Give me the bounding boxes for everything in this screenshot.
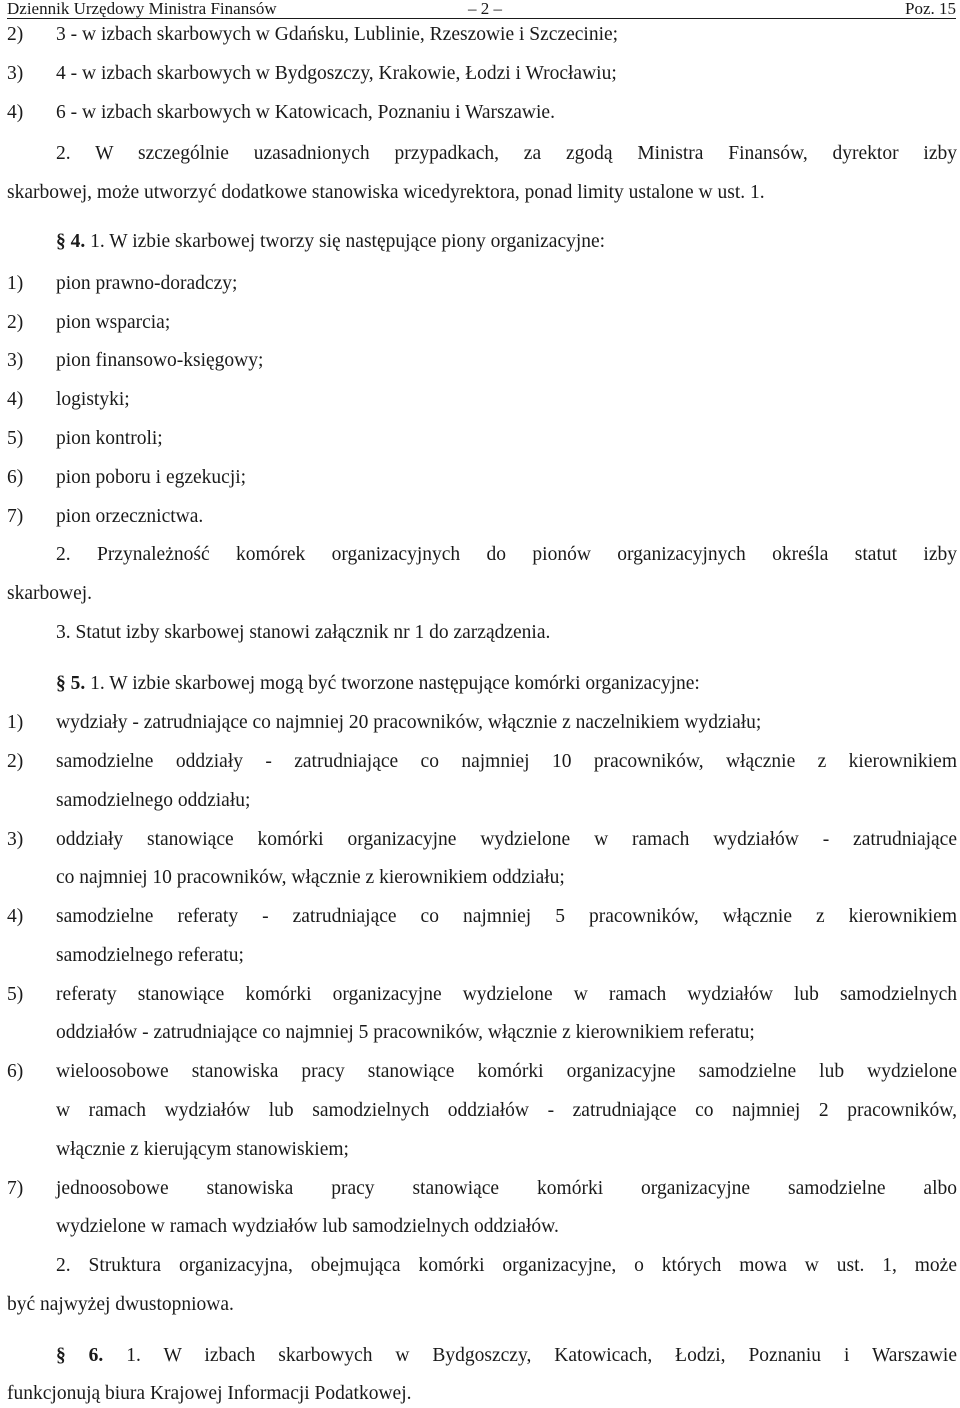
list-item-text: referaty stanowiące komórki organizacyjne wydzielone w ramach wydziałów lub samodzielnych — [56, 984, 957, 1005]
paragraph-line: 2. W szczególnie uzasadnionych przypadkach, za zgodą Ministra Finansów, dyrektor izby — [56, 143, 957, 164]
page-number: – 2 – — [468, 0, 502, 18]
list-item-number: 5) — [7, 428, 24, 449]
list-item-text: włącznie z kierującym stanowiskiem; — [56, 1139, 349, 1160]
list-item-text: wydzielone w ramach wydziałów lub samodzielnych oddziałów. — [56, 1216, 559, 1237]
list-item-text: pion orzecznictwa. — [56, 506, 204, 527]
list-item-text: jednoosobowe stanowiska pracy stanowiące komórki organizacyjne samodzielne albo — [56, 1178, 957, 1199]
list-item-text: samodzielne oddziały - zatrudniające co najmniej 10 pracowników, włącznie z kierownikiem — [56, 751, 957, 772]
list-item-text: samodzielnego oddziału; — [56, 790, 251, 811]
list-item-text: 3 - w izbach skarbowych w Gdańsku, Lublinie, Rzeszowie i Szczecinie; — [56, 24, 619, 45]
list-item-number: 3) — [7, 350, 24, 371]
list-item-text: pion poboru i egzekucji; — [56, 467, 247, 488]
list-item-number: 2) — [7, 24, 24, 45]
page-header — [7, 0, 956, 19]
list-item-text: pion finansowo-księgowy; — [56, 350, 264, 371]
section-intro-text: 1. W izbach skarbowych w Bydgoszczy, Katowicach, Łodzi, Poznaniu i Warszawie — [103, 1345, 957, 1366]
section-6-intro — [56, 1343, 957, 1369]
paragraph-line: funkcjonują biura Krajowej Informacji Podatkowej. — [7, 1383, 412, 1404]
list-item-text: 6 - w izbach skarbowych w Katowicach, Poznaniu i Warszawie. — [56, 102, 555, 123]
list-item-number: 6) — [7, 467, 24, 488]
section-intro-text: 1. W izbie skarbowej tworzy się następujące piony organizacyjne: — [85, 231, 606, 252]
list-item-text: wydziały - zatrudniające co najmniej 20 pracowników, włącznie z naczelnikiem wydziału; — [56, 712, 762, 733]
list-item-text: pion prawno-doradczy; — [56, 273, 238, 294]
section-mark: § 6. — [56, 1345, 104, 1366]
list-item-text: oddziałów - zatrudniające co najmniej 5 pracowników, włącznie z kierownikiem referatu; — [56, 1022, 755, 1043]
list-item-text: co najmniej 10 pracowników, włącznie z kierownikiem oddziału; — [56, 867, 565, 888]
list-item-number: 4) — [7, 102, 24, 123]
section-intro-text: 1. W izbie skarbowej mogą być tworzone następujące komórki organizacyjne: — [85, 673, 700, 694]
list-item-number: 4) — [7, 906, 24, 927]
paragraph-line: skarbowej, może utworzyć dodatkowe stanowiska wicedyrektora, ponad limity ustalone w ust. 1. — [7, 182, 765, 203]
section-5-intro — [56, 671, 957, 697]
list-item-text: 4 - w izbach skarbowych w Bydgoszczy, Krakowie, Łodzi i Wrocławiu; — [56, 63, 617, 84]
list-item-number: 3) — [7, 63, 24, 84]
list-item-text: pion kontroli; — [56, 428, 163, 449]
list-item-text: samodzielne referaty - zatrudniające co najmniej 5 pracowników, włącznie z kierownikiem — [56, 906, 957, 927]
list-item-number: 4) — [7, 389, 24, 410]
list-item-number: 2) — [7, 312, 24, 333]
list-item-number: 1) — [7, 273, 24, 294]
journal-title: Dziennik Urzędowy Ministra Finansów — [7, 0, 277, 18]
paragraph-line: być najwyżej dwustopniowa. — [7, 1294, 234, 1315]
list-item-text: logistyki; — [56, 389, 130, 410]
list-item-number: 6) — [7, 1061, 24, 1082]
list-item-number: 3) — [7, 829, 24, 850]
list-item-text: pion wsparcia; — [56, 312, 171, 333]
paragraph-line: 2. Struktura organizacyjna, obejmująca komórki organizacyjne, o których mowa w ust. 1, może — [56, 1255, 957, 1276]
list-item-text: wieloosobowe stanowiska pracy stanowiące komórki organizacyjne samodzielne lub wydzielone — [56, 1061, 957, 1082]
list-item-text: w ramach wydziałów lub samodzielnych oddziałów - zatrudniające co najmniej 2 pracowników, — [56, 1100, 957, 1121]
list-item-number: 7) — [7, 506, 24, 527]
paragraph-line: 3. Statut izby skarbowej stanowi załącznik nr 1 do zarządzenia. — [56, 622, 551, 643]
list-item-number: 1) — [7, 712, 24, 733]
paragraph-line: 2. Przynależność komórek organizacyjnych do pionów organizacyjnych określa statut izby — [56, 544, 957, 565]
list-item-number: 2) — [7, 751, 24, 772]
position-number: Poz. 15 — [905, 0, 956, 18]
list-item-number: 7) — [7, 1178, 24, 1199]
list-item-number: 5) — [7, 984, 24, 1005]
list-item-text: samodzielnego referatu; — [56, 945, 244, 966]
section-mark: § 4. — [56, 231, 86, 252]
paragraph-line: skarbowej. — [7, 583, 93, 604]
section-4-intro — [56, 229, 957, 255]
section-mark: § 5. — [56, 673, 86, 694]
list-item-text: oddziały stanowiące komórki organizacyjne wydzielone w ramach wydziałów - zatrudniające — [56, 829, 957, 850]
